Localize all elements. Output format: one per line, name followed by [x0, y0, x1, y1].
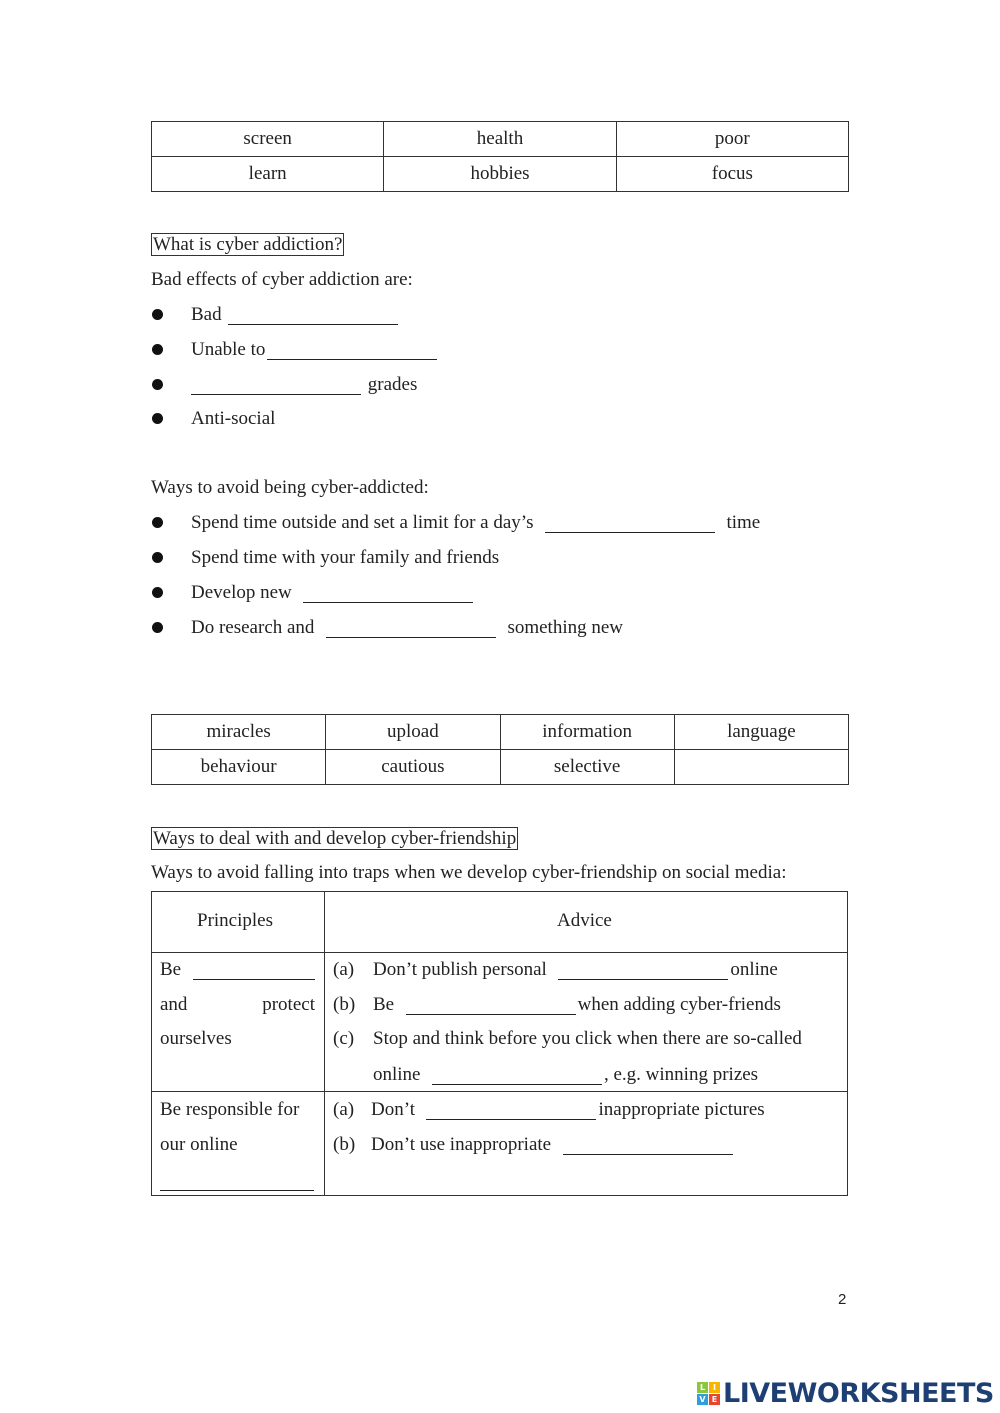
advice-item: (a) Don’t publish personal online — [333, 959, 778, 980]
word-cell: focus — [616, 157, 848, 192]
bullet-icon — [152, 413, 163, 424]
liveworksheets-logo: L I V E LIVEWORKSHEETS — [697, 1378, 994, 1409]
header-principles: Principles — [197, 910, 273, 931]
list-item: Do research and something new — [191, 617, 624, 638]
answer-blank[interactable] — [326, 619, 496, 638]
answer-blank[interactable] — [545, 514, 715, 533]
list-item: Spend time outside and set a limit for a day’s time — [191, 512, 761, 533]
effects-intro: Bad effects of cyber addiction are: — [151, 269, 413, 290]
answer-blank[interactable] — [563, 1136, 733, 1155]
bullet-icon — [152, 344, 163, 355]
answer-blank[interactable] — [228, 306, 398, 325]
bullet-icon — [152, 379, 163, 390]
word-cell: upload — [326, 715, 500, 750]
bullet-icon — [152, 622, 163, 633]
list-item: grades — [191, 374, 417, 396]
advice-item: (a) Don’t inappropriate pictures — [333, 1099, 765, 1120]
word-cell — [674, 750, 848, 785]
logo-icon: L I V E — [697, 1382, 720, 1405]
answer-blank[interactable] — [406, 996, 576, 1015]
word-cell: health — [384, 122, 616, 157]
section-intro: Ways to avoid falling into traps when we develop cyber-friendship on social media: — [151, 862, 787, 883]
advice-item: (c) Stop and think before you click when there are so-called — [333, 1028, 802, 1049]
word-cell: learn — [152, 157, 384, 192]
word-cell: cautious — [326, 750, 500, 785]
answer-blank[interactable] — [303, 584, 473, 603]
list-item: Anti-social — [191, 408, 276, 429]
page-number: 2 — [838, 1291, 847, 1308]
bullet-icon — [152, 587, 163, 598]
word-cell: behaviour — [152, 750, 326, 785]
answer-blank[interactable] — [267, 341, 437, 360]
word-cell: selective — [500, 750, 674, 785]
word-cell: hobbies — [384, 157, 616, 192]
answer-blank[interactable] — [191, 376, 361, 395]
section-heading: What is cyber addiction? — [153, 234, 343, 255]
word-cell: poor — [616, 122, 848, 157]
word-bank-table-2 — [151, 714, 849, 785]
list-item: Bad — [191, 304, 400, 326]
bullet-icon — [152, 552, 163, 563]
bullet-icon — [152, 309, 163, 320]
word-cell: screen — [152, 122, 384, 157]
answer-blank[interactable] — [558, 961, 728, 980]
list-item: Spend time with your family and friends — [191, 547, 500, 568]
word-cell: language — [674, 715, 848, 750]
answer-blank[interactable] — [426, 1101, 596, 1120]
list-item: Unable to — [191, 339, 439, 361]
word-cell: information — [500, 715, 674, 750]
answer-blank[interactable] — [432, 1066, 602, 1085]
header-advice: Advice — [557, 910, 612, 931]
section-heading: Ways to deal with and develop cyber-friendship — [153, 828, 517, 849]
bullet-icon — [152, 517, 163, 528]
answer-blank[interactable] — [160, 1172, 314, 1191]
advice-item: (b) Be when adding cyber-friends — [333, 994, 781, 1015]
answer-blank[interactable] — [193, 961, 315, 980]
word-bank-table-1 — [151, 121, 849, 192]
word-cell: miracles — [152, 715, 326, 750]
list-item: Develop new — [191, 582, 475, 604]
advice-item: (b) Don’t use inappropriate — [333, 1134, 735, 1156]
avoid-intro: Ways to avoid being cyber-addicted: — [151, 477, 429, 498]
